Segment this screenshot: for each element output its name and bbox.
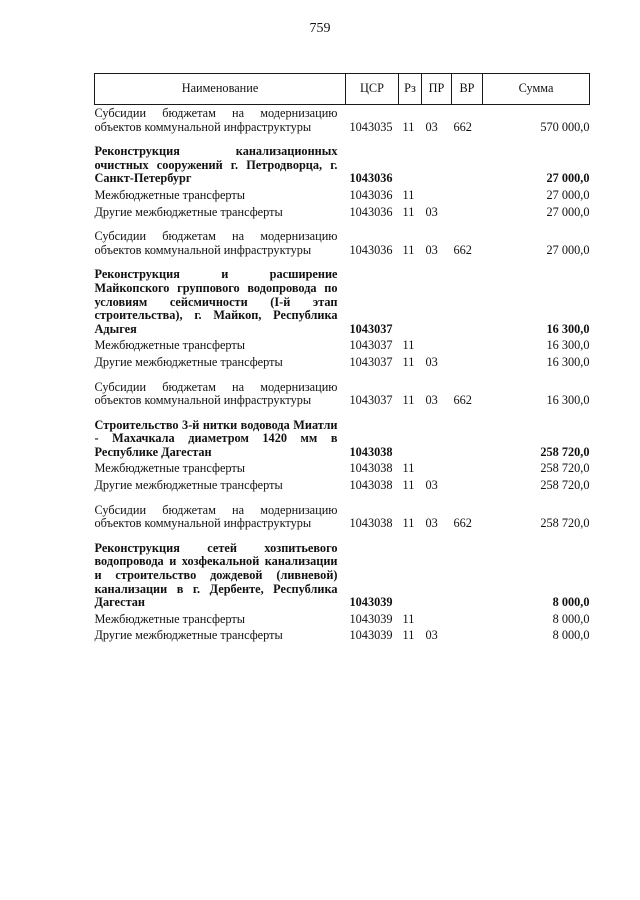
cell-name: Субсидии бюджетам на модернизацию объектов коммунальной инфраструктуры [94, 502, 338, 531]
cell-csr: 1043036 [349, 171, 393, 186]
cell-name: Субсидии бюджетам на модернизацию объектов коммунальной инфраструктуры [94, 229, 338, 257]
cell-csr: 1043039 [349, 628, 393, 643]
cell-name: Реконструкция и расширение Майкопского группового водопровода по условиям сейсмичности (I-й этап строительства), г. Майкоп, Республика Адыгея [94, 267, 338, 336]
table-row [95, 189, 590, 206]
cell-pr [422, 260, 452, 339]
cell-name: Субсидии бюджетам на модернизацию объектов коммунальной инфраструктуры [94, 379, 338, 408]
table-row-section [95, 534, 590, 613]
cell-rz: 11 [402, 393, 415, 408]
cell-name: Другие межбюджетные трансферты [94, 204, 283, 219]
cell-vr: 662 [453, 242, 472, 257]
column-header-sum: Сумма [483, 74, 590, 105]
cell-sum: 27 000,0 [546, 171, 590, 186]
cell-csr: 1043038 [349, 516, 393, 531]
cell-sum: 16 300,0 [546, 321, 590, 336]
column-header-csr: ЦСР [346, 74, 399, 105]
cell-vr: 662 [453, 393, 472, 408]
cell-csr: 1043037 [349, 321, 393, 336]
cell-pr: 03 [425, 354, 438, 369]
cell-sum: 16 300,0 [546, 338, 590, 353]
cell-vr [452, 411, 483, 463]
cell-vr [452, 206, 483, 223]
cell-rz: 11 [402, 478, 415, 493]
cell-csr: 1043037 [349, 338, 393, 353]
table-row-section [95, 411, 590, 463]
cell-pr: 03 [425, 242, 438, 257]
cell-name: Другие межбюджетные трансферты [94, 628, 283, 643]
cell-sum: 16 300,0 [546, 393, 590, 408]
cell-csr: 1043037 [349, 393, 393, 408]
cell-csr: 1043039 [349, 595, 393, 610]
table-row [95, 105, 590, 138]
page-number: 759 [309, 21, 331, 36]
cell-sum: 8 000,0 [552, 595, 590, 610]
cell-vr [452, 356, 483, 373]
table-row [95, 222, 590, 260]
cell-rz [399, 260, 422, 339]
cell-pr [422, 137, 452, 189]
cell-vr [452, 534, 483, 613]
cell-rz [399, 411, 422, 463]
cell-csr: 1043036 [349, 242, 393, 257]
cell-vr [452, 462, 483, 479]
cell-rz: 11 [402, 242, 415, 257]
cell-pr [422, 411, 452, 463]
cell-pr [422, 462, 452, 479]
table-row [95, 629, 590, 646]
cell-name: Субсидии бюджетам на модернизацию объектов коммунальной инфраструктуры [94, 106, 338, 134]
cell-name: Межбюджетные трансферты [94, 338, 246, 353]
cell-pr [422, 189, 452, 206]
cell-vr [452, 137, 483, 189]
cell-name: Реконструкция сетей хозпитьевого водопровода и хозфекальной канализации и строительство дождевой (ливневой) канализации в г. Дербенте, Республика Дагестан [94, 540, 338, 610]
cell-sum: 8 000,0 [552, 628, 590, 643]
cell-csr: 1043036 [349, 204, 393, 219]
cell-sum: 258 720,0 [540, 516, 590, 531]
cell-csr: 1043039 [349, 611, 393, 626]
table-row [95, 496, 590, 534]
cell-sum: 258 720,0 [540, 444, 590, 459]
cell-pr: 03 [425, 393, 438, 408]
table-row-section [95, 260, 590, 339]
cell-vr: 662 [453, 119, 472, 134]
cell-name: Межбюджетные трансферты [94, 187, 246, 202]
cell-rz: 11 [402, 611, 415, 626]
cell-sum: 258 720,0 [540, 461, 590, 476]
cell-csr: 1043036 [349, 187, 393, 202]
cell-sum: 8 000,0 [552, 611, 590, 626]
column-header-rz: Рз [399, 74, 422, 105]
cell-vr [452, 629, 483, 646]
cell-name: Другие межбюджетные трансферты [94, 354, 283, 369]
table-row [95, 206, 590, 223]
cell-sum: 258 720,0 [540, 478, 590, 493]
cell-vr [452, 613, 483, 630]
cell-rz: 11 [402, 354, 415, 369]
cell-rz: 11 [402, 516, 415, 531]
column-header-pr: ПР [422, 74, 452, 105]
table-row [95, 373, 590, 411]
table-body [95, 105, 590, 647]
table-row-section [95, 137, 590, 189]
table-row [95, 339, 590, 356]
cell-rz: 11 [402, 461, 415, 476]
cell-rz [399, 534, 422, 613]
cell-csr: 1043038 [349, 461, 393, 476]
cell-name: Другие межбюджетные трансферты [94, 478, 283, 493]
cell-vr [452, 339, 483, 356]
cell-name: Реконструкция канализационных очистных сооружений г. Петродворца, г. Санкт-Петербург [94, 144, 338, 186]
table-row [95, 462, 590, 479]
table-row [95, 613, 590, 630]
cell-sum: 27 000,0 [546, 187, 590, 202]
cell-rz: 11 [402, 119, 415, 134]
cell-vr [452, 479, 483, 496]
cell-vr [452, 260, 483, 339]
cell-csr: 1043038 [349, 478, 393, 493]
cell-rz [399, 137, 422, 189]
table-row [95, 479, 590, 496]
cell-vr: 662 [453, 516, 472, 531]
cell-pr [422, 613, 452, 630]
cell-sum: 27 000,0 [546, 204, 590, 219]
cell-name: Межбюджетные трансферты [94, 611, 246, 626]
cell-csr: 1043035 [349, 119, 393, 134]
cell-pr [422, 339, 452, 356]
cell-pr [422, 534, 452, 613]
cell-sum: 27 000,0 [546, 242, 590, 257]
cell-pr: 03 [425, 119, 438, 134]
cell-sum: 16 300,0 [546, 354, 590, 369]
table-row [95, 356, 590, 373]
cell-pr: 03 [425, 516, 438, 531]
cell-pr: 03 [425, 478, 438, 493]
cell-csr: 1043038 [349, 444, 393, 459]
budget-table [94, 73, 590, 646]
column-header-name: Наименование [95, 74, 346, 105]
cell-name: Строительство 3-й нитки водовода Миатли - Махачкала диаметром 1420 мм в Республике Дагестан [94, 417, 338, 459]
table-header-row [95, 74, 590, 105]
cell-csr: 1043037 [349, 354, 393, 369]
cell-sum: 570 000,0 [540, 119, 590, 134]
cell-rz: 11 [402, 628, 415, 643]
cell-name: Межбюджетные трансферты [94, 461, 246, 476]
cell-rz: 11 [402, 187, 415, 202]
cell-rz: 11 [402, 204, 415, 219]
cell-pr: 03 [425, 628, 438, 643]
cell-pr: 03 [425, 204, 438, 219]
column-header-vr: ВР [452, 74, 483, 105]
cell-rz: 11 [402, 338, 415, 353]
cell-vr [452, 189, 483, 206]
